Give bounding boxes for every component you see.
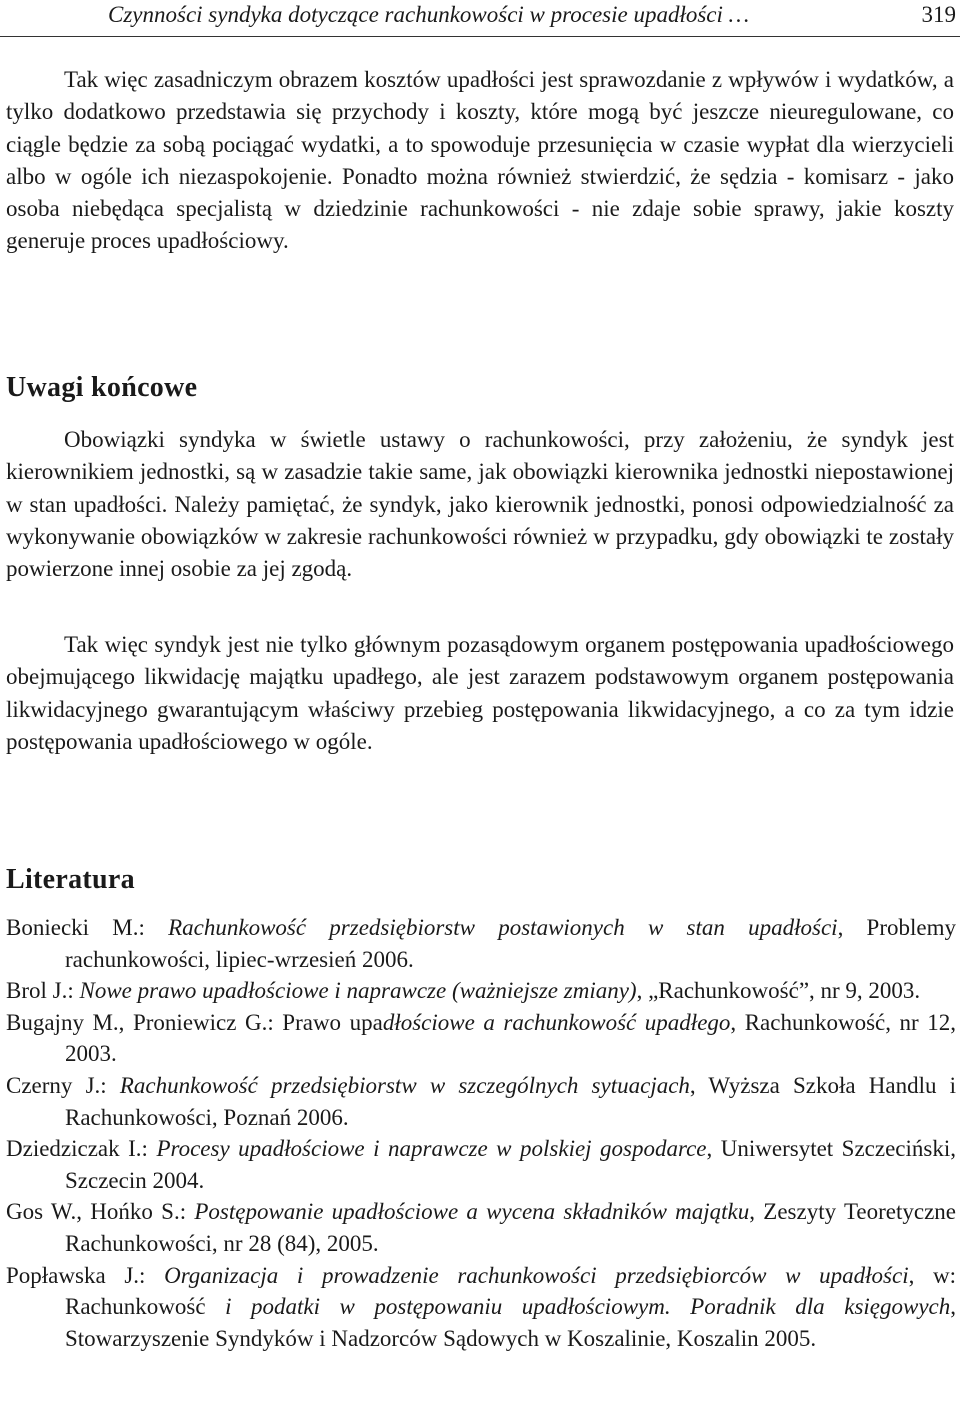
reference-item: Gos W., Hońko S.: Postępowanie upadłościowe a wycena składników majątku, Zeszyty Teoretyczne Rachunkowości, nr 28 (84), 2005.: [6, 1199, 956, 1256]
reference-item: Bugajny M., Proniewicz G.: Prawo upadłościowe a rachunkowość upadłego, Rachunkowość, nr 12, 2003.: [6, 1009, 956, 1067]
reference-item: Brol J.: Nowe prawo upadłościowe i naprawcze (ważniejsze zmiany), „Rachunkowość”, nr 9, 2003.: [6, 978, 921, 1004]
running-title: Czynności syndyka dotyczące rachunkowości w procesie upadłości …: [108, 2, 750, 27]
reference-item: Czerny J.: Rachunkowość przedsiębiorstw w szczególnych sytuacjach, Wyższa Szkoła Handlu i Rachunkowości, Poznań 2006.: [6, 1073, 957, 1130]
body-paragraph-3: Tak więc syndyk jest nie tylko głównym pozasądowym organem postępowania upadłościowego obejmującego likwidację majątku upadłego, ale jest zarazem podstawowym organem postępowania likwidacyjnego gwarantującym właściwy przebieg postępowania likwidacyjnego, a co za tym idzie postępowania upadłościowego w ogóle.: [6, 632, 954, 754]
section-heading-literature: Literatura: [6, 864, 135, 895]
reference-item: Boniecki M.: Rachunkowość przedsiębiorstw postawionych w stan upadłości, Problemy rachunkowości, lipiec-wrzesień 2006.: [6, 915, 956, 972]
section-heading-closing: Uwagi końcowe: [6, 372, 198, 403]
body-paragraph-2: Obowiązki syndyka w świetle ustawy o rachunkowości, przy założeniu, że syndyk jest kierownikiem jednostki, są w zasadzie takie same, jak obowiązki kierownika jednostki niepostawionej w stan upadłości. Należy pamiętać, że syndyk, jako kierownik jednostki, ponosi odpowiedzialność za wykonywanie obowiązków w zakresie rachunkowości również w przypadku, gdy obowiązki te zostały powierzone innej osobie za jej zgodą.: [6, 427, 954, 582]
reference-item: Dziedziczak I.: Procesy upadłościowe i naprawcze w polskiej gospodarce, Uniwersytet Szczeciński, Szczecin 2004.: [6, 1136, 956, 1193]
reference-list: [6, 912, 956, 1354]
running-header: [0, 0, 960, 37]
body-paragraph-1: Tak więc zasadniczym obrazem kosztów upadłości jest sprawozdanie z wpływów i wydatków, a tylko dodatkowo przedstawia się przychody i koszty, które mogą być jeszcze nieuregulowane, co ciągle będzie za sobą pociągać wydatki, a to spowoduje przesunięcia w czasie wypłat dla wierzycieli albo w ogóle ich niezaspokojenie. Ponadto można również stwierdzić, że sędzia - komisarz - jako osoba niebędąca specjalistą w dziedzinie rachunkowości - nie zdaje sobie sprawy, jakie koszty generuje proces upadłościowy.: [6, 67, 954, 254]
reference-item: Popławska J.: Organizacja i prowadzenie rachunkowości przedsiębiorców w upadłości, w: Rachunkowość i podatki w postępowaniu upadłościowym. Poradnik dla księgowych, Stowarzyszenie Syndyków i Nadzorców Sądowych w Koszalinie, Koszalin 2005.: [6, 1262, 957, 1351]
page-number: 319: [921, 2, 956, 27]
